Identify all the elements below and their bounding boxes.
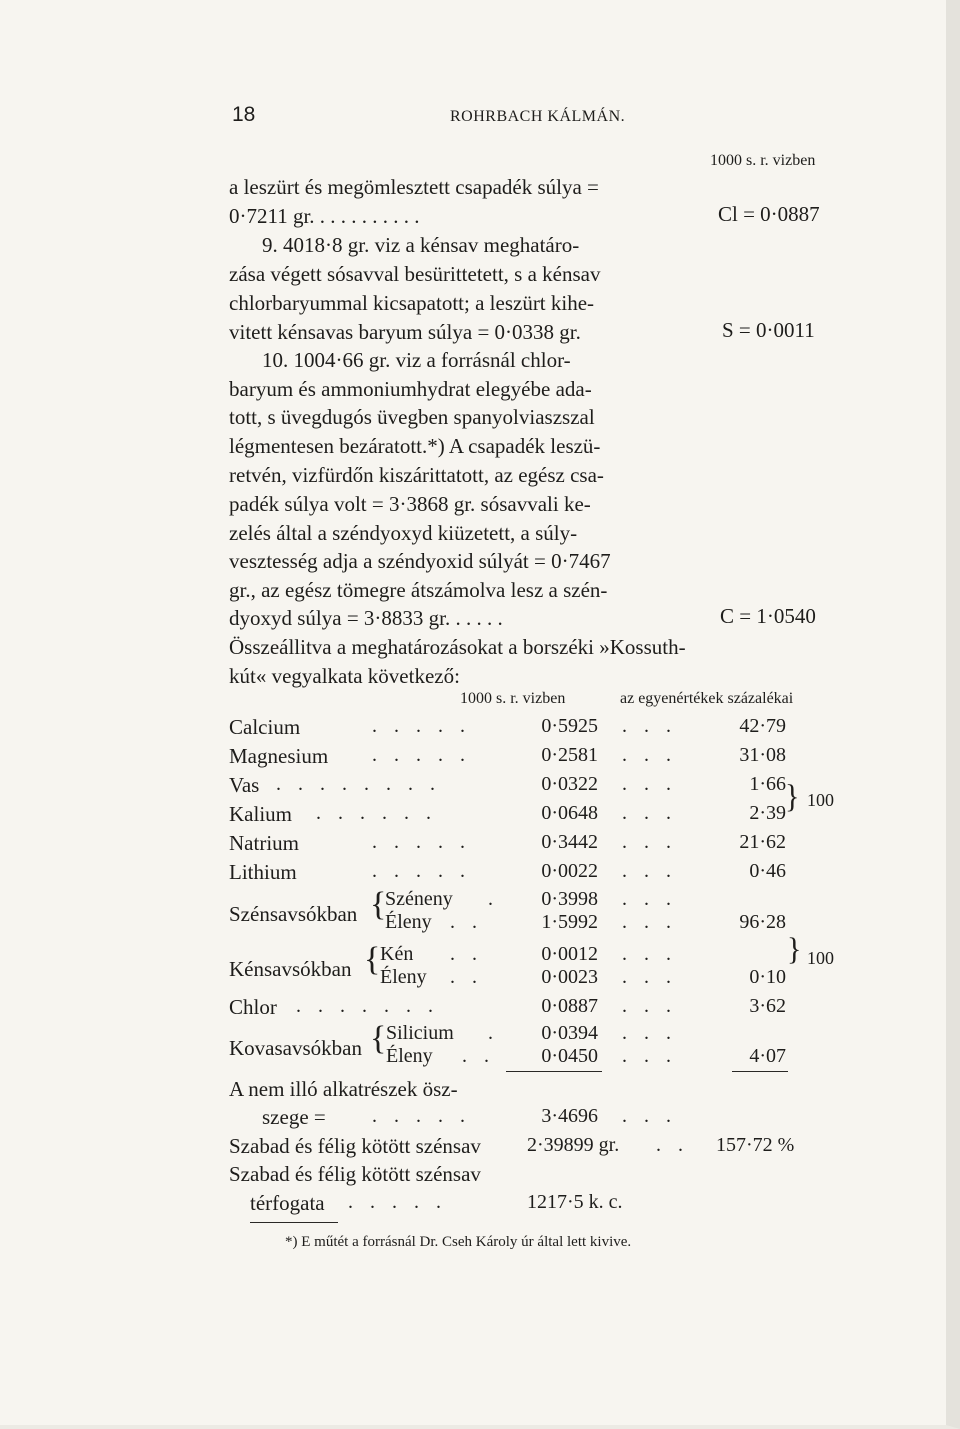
table-row-pct: 21·62 (739, 831, 786, 853)
silicates-value2: 0·0450 (541, 1045, 598, 1067)
text-line: a leszürt és megömlesztett csapadék súlya = (229, 175, 599, 199)
leader-dots: . . . . . . (316, 802, 437, 824)
brace-left: { (370, 1020, 387, 1057)
leader-dots: . . . . . (372, 860, 471, 882)
brace-left: { (370, 886, 387, 923)
text-line: gr., az egész tömegre átszámolva lesz a szén- (229, 578, 608, 602)
sulfates-sub2: Éleny (380, 966, 427, 988)
leader-dots: . . . . . (372, 744, 471, 766)
text-line: 10. 1004·66 gr. viz a forrásnál chlor- (262, 348, 571, 372)
leader-dots: . . . (622, 831, 677, 853)
carbonates-value2: 1·5992 (541, 911, 598, 933)
volume-label-1: Szabad és félig kötött szénsav (229, 1162, 481, 1186)
leader-dots: . . . (622, 888, 677, 910)
sulfates-value2: 0·0023 (541, 966, 598, 988)
sulfates-sub1: Kén (380, 943, 414, 965)
text-line: 9. 4018·8 gr. viz a kénsav meghatáro- (262, 233, 580, 257)
table-row-pct: 1·66 (749, 773, 786, 795)
free-co2-pct: 157·72 % (716, 1134, 795, 1156)
chlor-name: Chlor (229, 995, 277, 1019)
text-line: padék súlya volt = 3·3868 gr. sósavvali ke- (229, 492, 591, 516)
table-row-value: 0·0322 (541, 773, 598, 795)
footnote-rule (250, 1222, 338, 1223)
table-row-value: 0·2581 (541, 744, 598, 766)
table-row-value: 0·0022 (541, 860, 598, 882)
text-line: baryum és ammoniumhydrat elegyébe ada- (229, 377, 592, 401)
footnote: *) E műtét a forrásnál Dr. Cseh Károly úr által lett kivive. (285, 1234, 632, 1250)
table-head-1000: 1000 s. r. vizben (460, 690, 566, 707)
brace-right: } (787, 932, 802, 967)
silicates-name: Kovasavsókban (229, 1036, 362, 1060)
table-row-name: Magnesium (229, 744, 329, 768)
table-head-pct: az egyenértékek százalékai (620, 690, 794, 707)
leader-dots: . . . . . . . . (276, 773, 441, 795)
leader-dots: . . . . . (372, 831, 471, 853)
table-row-value: 0·0648 (541, 802, 598, 824)
total-label-2: szege = (262, 1105, 326, 1129)
table-row-pct: 2·39 (749, 802, 786, 824)
table-row-pct: 31·08 (739, 744, 786, 766)
leader-dots: . . . (622, 1022, 677, 1044)
leader-dots: . . . (622, 802, 677, 824)
page-number: 18 (232, 103, 256, 126)
result-c: C = 1·0540 (720, 604, 816, 628)
brace-right: } (785, 778, 800, 815)
text-line: 0·7211 gr. . . . . . . . . . . (229, 204, 420, 228)
leader-dots: . . . (622, 943, 677, 965)
table-row-name: Vas (229, 773, 260, 797)
leader-dots: . . . . . . . (296, 995, 439, 1017)
sulfates-name: Kénsavsókban (229, 957, 352, 981)
leader-dots: . . (450, 911, 483, 933)
volume-value: 1217·5 k. c. (527, 1191, 623, 1213)
chlor-value: 0·0887 (541, 995, 598, 1017)
result-s: S = 0·0011 (722, 318, 815, 342)
table-row-name: Kalium (229, 802, 292, 826)
carbonates-sub2: Éleny (385, 911, 432, 933)
leader-dots: . . . . . (372, 1105, 471, 1127)
text-line: Összeállitva a meghatározásokat a borszéki »Kossuth- (229, 635, 686, 659)
leader-dots: . . . (622, 911, 677, 933)
text-line: kút« vegyalkata következő: (229, 664, 460, 688)
leader-dots: . . . (622, 715, 677, 737)
carbonates-sub1: Széneny (385, 888, 453, 910)
leader-dots: . (488, 1022, 499, 1044)
table-row-name: Calcium (229, 715, 301, 739)
leader-dots: . . (462, 1045, 495, 1067)
table-row-value: 0·3442 (541, 831, 598, 853)
leader-dots: . . . (622, 773, 677, 795)
column-head-top: 1000 s. r. vizben (710, 152, 816, 169)
text-line: zása végett sósavval besürittetett, s a kénsav (229, 262, 601, 286)
chlor-pct: 3·62 (749, 995, 786, 1017)
table-row-value: 0·5925 (541, 715, 598, 737)
leader-dots: . . (450, 966, 483, 988)
total-value: 3·4696 (541, 1105, 598, 1127)
sulfates-value1: 0·0012 (541, 943, 598, 965)
sum-rule (506, 1071, 602, 1072)
table-row-name: Lithium (229, 860, 297, 884)
leader-dots: . . . . . (372, 715, 471, 737)
group-total-2: 100 (807, 948, 834, 968)
text-line: tott, s üvegdugós üvegben spanyolviaszszal (229, 405, 595, 429)
free-co2-value: 2·39899 gr. (527, 1134, 620, 1156)
leader-dots: . . . . . (348, 1191, 447, 1213)
leader-dots: . . (656, 1134, 689, 1156)
text-line: légmentesen bezáratott.*) A csapadék leszü- (229, 434, 601, 458)
text-line: vesztesség adja a széndyoxid súlyát = 0·7467 (229, 549, 611, 573)
leader-dots: . . . (622, 860, 677, 882)
carbonates-name: Szénsavsókban (229, 902, 358, 926)
total-label-1: A nem illó alkatrészek ösz- (229, 1077, 458, 1101)
free-co2-label: Szabad és félig kötött szénsav (229, 1134, 481, 1158)
brace-left: { (364, 941, 381, 978)
text-line: chlorbaryummal kicsapatott; a leszürt kihe- (229, 291, 595, 315)
sulfates-pct: 0·10 (749, 966, 786, 988)
text-line: zelés által a széndyoxyd kiüzetett, a súly- (229, 521, 578, 545)
leader-dots: . . (450, 943, 483, 965)
carbonates-value1: 0·3998 (541, 888, 598, 910)
carbonates-pct: 96·28 (739, 911, 786, 933)
running-head: ROHRBACH KÁLMÁN. (450, 108, 626, 125)
leader-dots: . (488, 888, 499, 910)
silicates-sub1: Silicium (386, 1022, 454, 1044)
table-row-pct: 42·79 (739, 715, 786, 737)
text-line: retvén, vizfürdőn kiszárittatott, az egész csa- (229, 463, 604, 487)
silicates-sub2: Éleny (386, 1045, 433, 1067)
silicates-pct: 4·07 (749, 1045, 786, 1067)
result-cl: Cl = 0·0887 (718, 202, 820, 226)
volume-label-2: térfogata (250, 1191, 325, 1215)
silicates-value1: 0·0394 (541, 1022, 598, 1044)
sum-rule (732, 1071, 788, 1072)
leader-dots: . . . (622, 966, 677, 988)
group-total-1: 100 (807, 790, 834, 810)
text-line: dyoxyd súlya = 3·8833 gr. . . . . . (229, 606, 503, 630)
leader-dots: . . . (622, 1105, 677, 1127)
table-row-name: Natrium (229, 831, 299, 855)
text-line: vitett kénsavas baryum súlya = 0·0338 gr. (229, 320, 581, 344)
table-row-pct: 0·46 (749, 860, 786, 882)
leader-dots: . . . (622, 995, 677, 1017)
leader-dots: . . . (622, 744, 677, 766)
leader-dots: . . . (622, 1045, 677, 1067)
